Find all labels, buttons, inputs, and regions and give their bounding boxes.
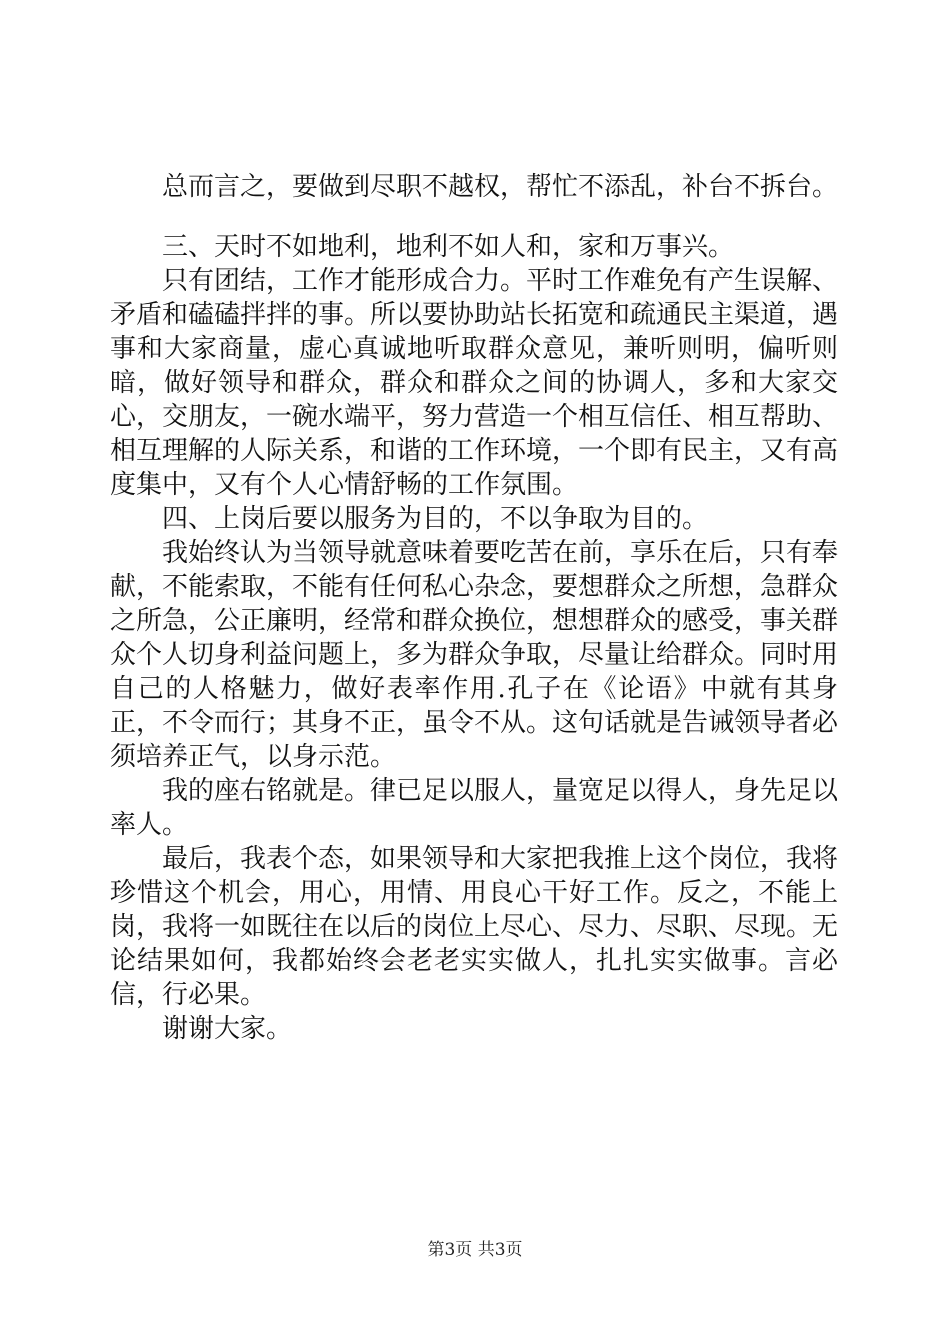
paragraph-unity: 只有团结，工作才能形成合力。平时工作难免有产生误解、矛盾和磕磕拌拌的事。所以要协助站长拓宽和疏通民主渠道，遇事和大家商量，虚心真诚地听取群众意见，兼听则明，偏听则暗，做好领导和群众，群众和群众之间的协调人，多和大家交心，交朋友，一碗水端平，努力营造一个相互信任、相互帮助、相互理解的人际关系，和谐的工作环境，一个即有民主，又有高度集中，又有个人心情舒畅的工作氛围。 (110, 266, 839, 500)
paragraph-summary: 总而言之，要做到尽职不越权，帮忙不添乱，补台不拆台。 (162, 172, 839, 202)
section-heading-four: 四、上岗后要以服务为目的，不以争取为目的。 (162, 504, 709, 534)
paragraph-service: 我始终认为当领导就意味着要吃苦在前，享乐在后，只有奉献，不能索取，不能有任何私心杂念，要想群众之所想，急群众之所急，公正廉明，经常和群众换位，想想群众的感受，事关群众个人切身利益问题上，多为群众争取，尽量让给群众。同时用自己的人格魅力，做好表率作用.孔子在《论语》中就有其身正，不令而行；其身不正，虽令不从。这句话就是告诫领导者必须培养正气，以身示范。 (110, 538, 839, 772)
paragraph-motto: 我的座右铭就是。律已足以服人，量宽足以得人，身先足以率人。 (110, 776, 839, 840)
paragraph-conclusion: 最后，我表个态，如果领导和大家把我推上这个岗位，我将珍惜这个机会，用心，用情、用良心干好工作。反之，不能上岗，我将一如既往在以后的岗位上尽心、尽力、尽职、尽现。无论结果如何，我都始终会老老实实做人，扎扎实实做事。言必信，行必果。 (110, 844, 839, 1010)
section-heading-three: 三、天时不如地利，地利不如人和，家和万事兴。 (162, 232, 735, 262)
document-body (110, 170, 838, 1046)
paragraph-thanks: 谢谢大家。 (162, 1014, 293, 1044)
page-number-footer: 第3页 共3页 (427, 1240, 523, 1260)
paragraph-gap (110, 204, 838, 230)
